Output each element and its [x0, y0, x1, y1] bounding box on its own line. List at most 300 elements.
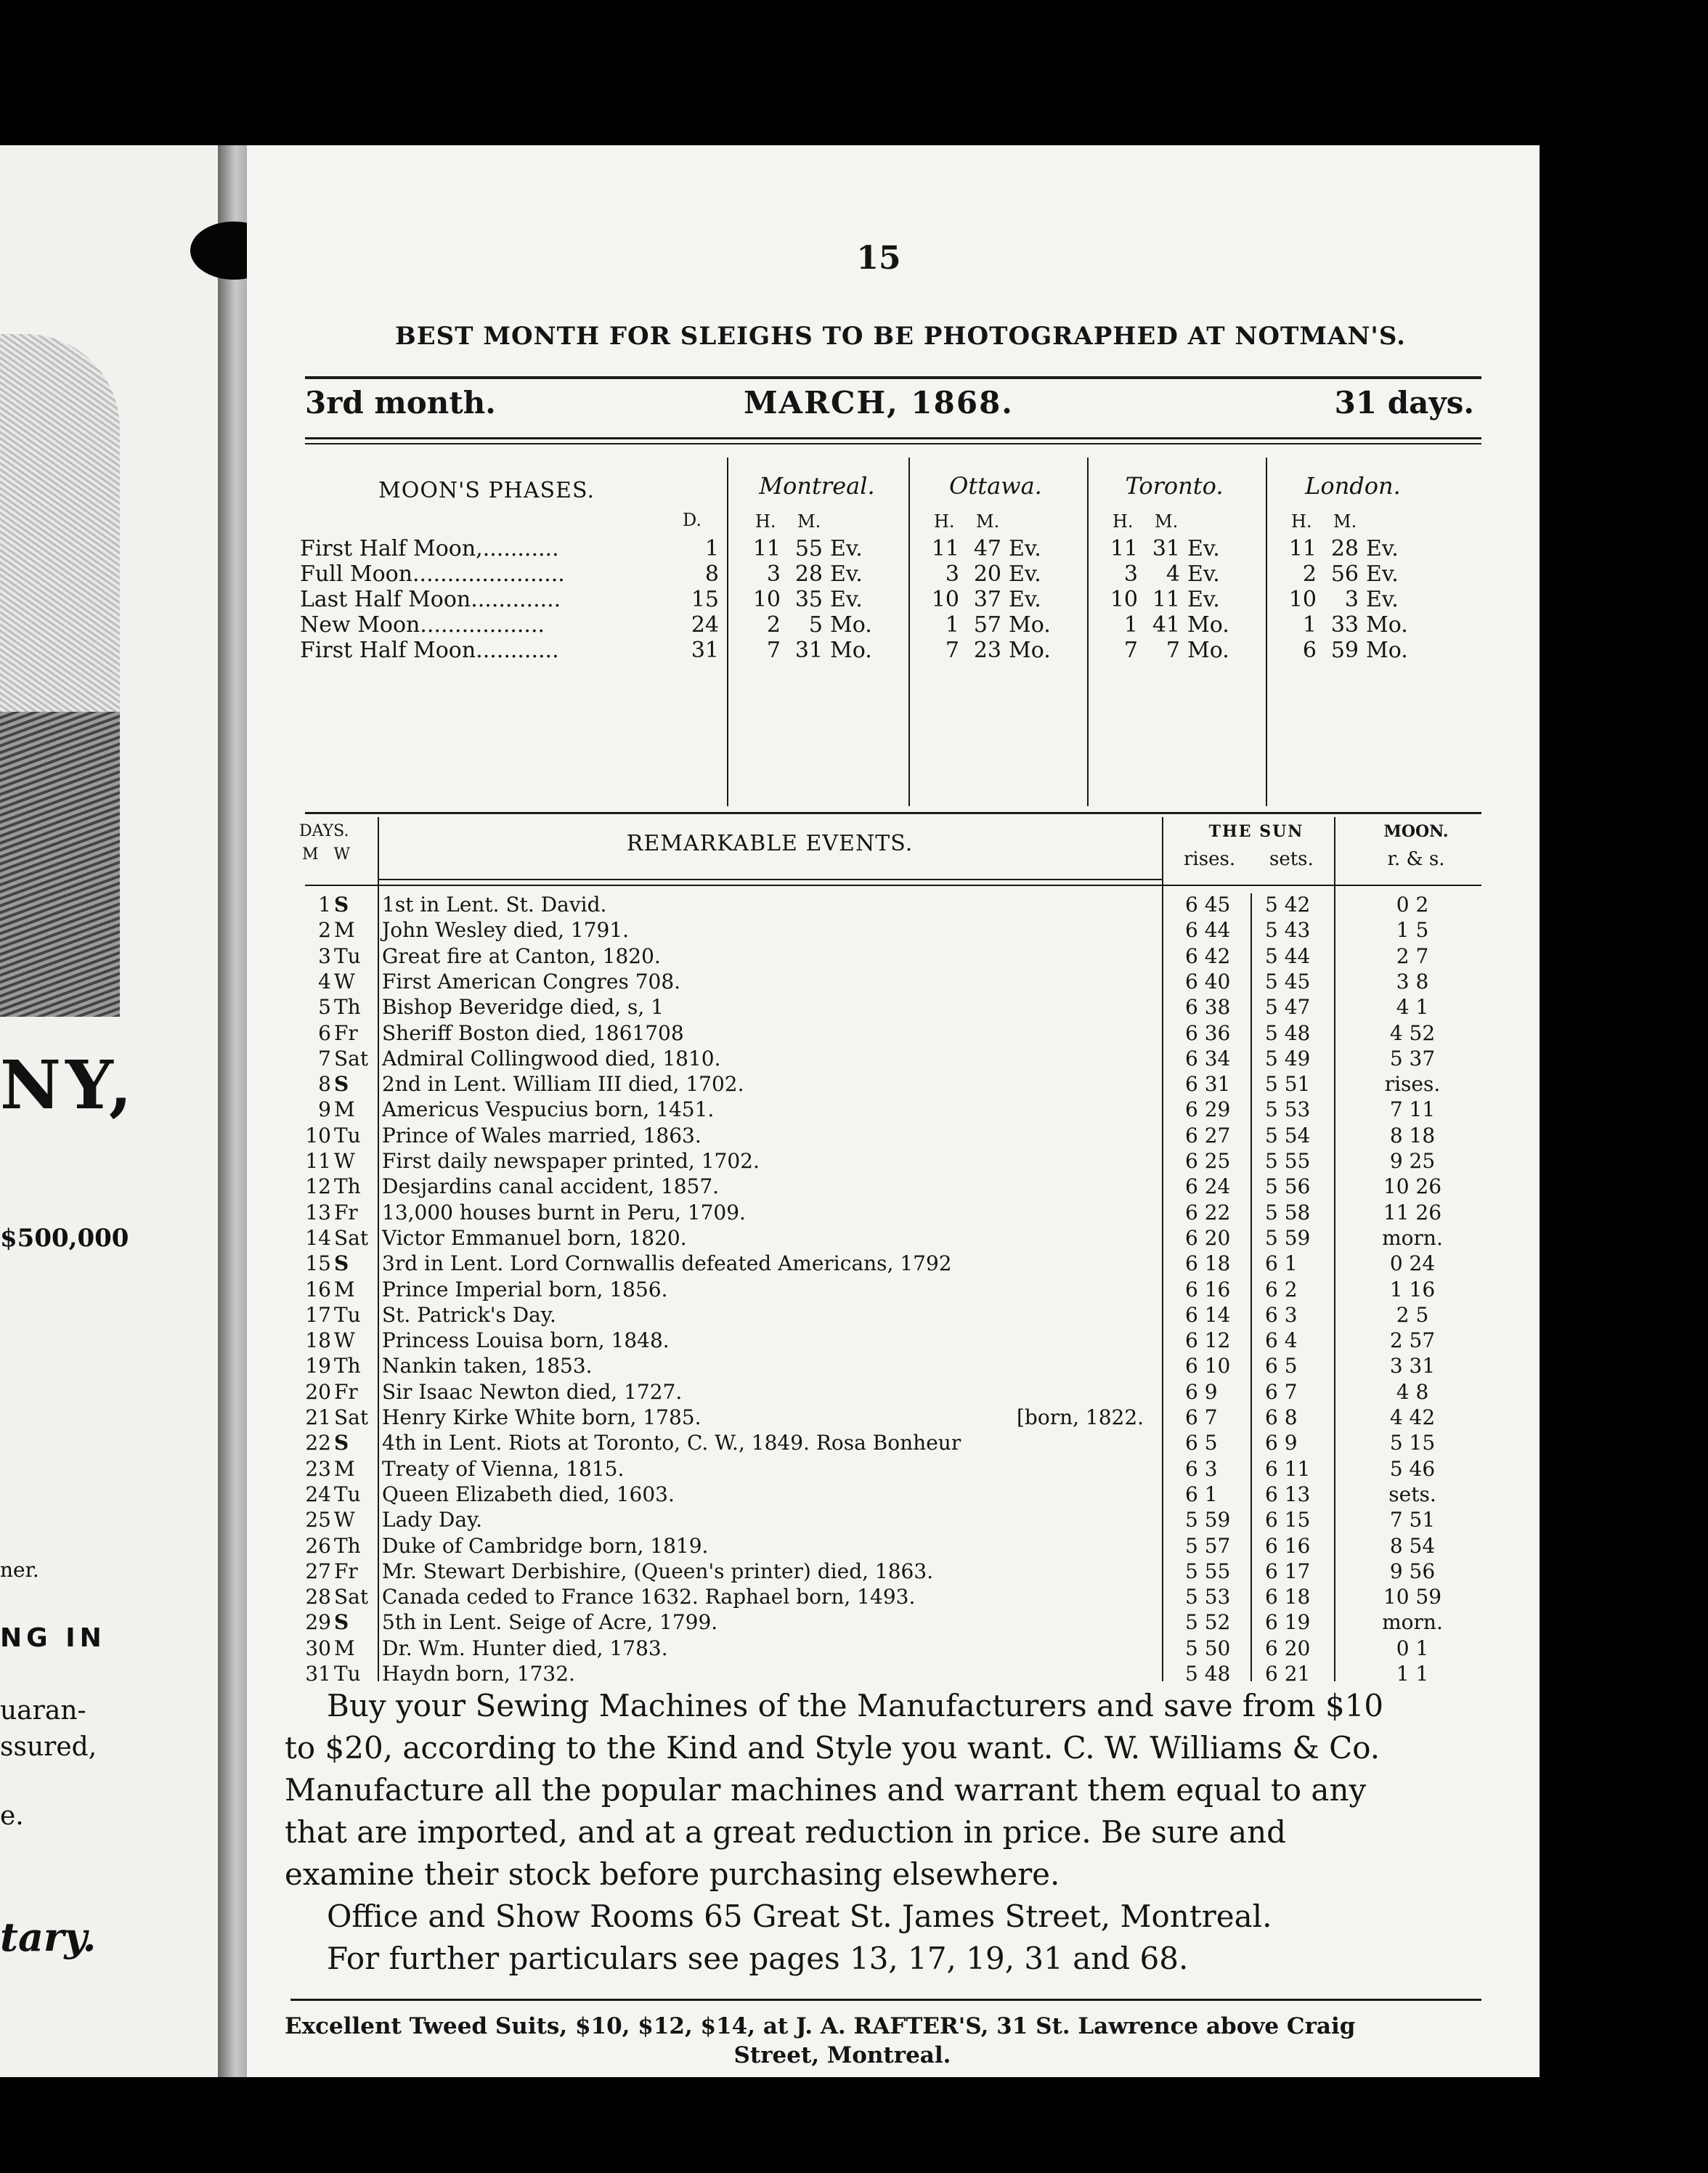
- sun-rise: 5 59: [1185, 1508, 1231, 1532]
- event-text: Prince Imperial born, 1856.: [382, 1277, 668, 1301]
- phase-period: Mo.: [1366, 638, 1408, 663]
- event-text: 1st in Lent. St. David.: [382, 893, 607, 917]
- event-text: Desjardins canal accident, 1857.: [382, 1174, 720, 1199]
- day-of-week: M: [334, 1636, 355, 1660]
- phase-minute: 56: [1330, 561, 1359, 587]
- phase-period: Ev.: [1366, 561, 1399, 587]
- sun-set: 5 54: [1265, 1123, 1311, 1148]
- sun-rise: 6 34: [1185, 1046, 1231, 1071]
- sun-rise: 6 27: [1185, 1123, 1231, 1148]
- phase-minute: 28: [1330, 536, 1359, 561]
- facing-fragment: $500,000: [0, 1224, 129, 1253]
- phase-hour: 1: [945, 612, 959, 638]
- day-of-week: Tu: [334, 1123, 361, 1148]
- advert-line: Buy your Sewing Machines of the Manufacturers and save from $10: [327, 1688, 1384, 1723]
- sun-set: 6 11: [1265, 1456, 1311, 1481]
- moon-rise-set: 9 25: [1389, 1149, 1436, 1173]
- phase-period: Ev.: [1366, 536, 1399, 561]
- phase-name: First Half Moon,...........: [300, 536, 559, 561]
- moon-rise-set: 2 5: [1396, 1302, 1429, 1327]
- sun-set: 5 49: [1265, 1046, 1311, 1071]
- facing-fragment: uaran-: [0, 1696, 86, 1726]
- page-number: 15: [856, 240, 901, 277]
- sun-rise: 5 50: [1185, 1636, 1231, 1660]
- moon-rise-set: 4 1: [1396, 995, 1429, 1020]
- phase-period: Ev.: [1187, 561, 1220, 587]
- phase-hour: 1: [1123, 612, 1138, 638]
- event-text: John Wesley died, 1791.: [382, 918, 630, 943]
- sun-set: 6 21: [1265, 1662, 1311, 1686]
- day-of-month: 31: [305, 1662, 331, 1686]
- sun-set: 6 3: [1265, 1302, 1298, 1327]
- advert-office: Office and Show Rooms 65 Great St. James Street, Montreal.: [327, 1898, 1272, 1934]
- day-of-week: S: [334, 1072, 349, 1097]
- day-of-month: 25: [305, 1508, 331, 1532]
- event-row: [247, 1328, 1510, 1353]
- moon-rise-set: 9 56: [1389, 1559, 1436, 1583]
- event-row: [247, 994, 1510, 1020]
- event-text: First daily newspaper printed, 1702.: [382, 1149, 760, 1173]
- event-text: Great fire at Canton, 1820.: [382, 943, 661, 968]
- phase-minute: 55: [794, 536, 823, 561]
- rule: [305, 443, 1481, 444]
- phase-day: 8: [704, 561, 719, 587]
- phase-minute: 41: [1152, 612, 1180, 638]
- sun-set: 5 45: [1265, 969, 1311, 994]
- sun-rise: 5 57: [1185, 1533, 1231, 1558]
- event-text-continued: [born, 1822.: [1017, 1405, 1144, 1429]
- phase-period: Ev.: [1187, 587, 1220, 612]
- event-row: [247, 1200, 1510, 1225]
- event-row: [247, 1097, 1510, 1122]
- phase-name: New Moon..................: [300, 612, 545, 638]
- phase-minute: 47: [973, 536, 1001, 561]
- phase-name: First Half Moon............: [300, 638, 559, 663]
- phase-minute: 31: [794, 638, 823, 663]
- sun-set: 5 42: [1265, 893, 1311, 917]
- sun-set: 6 17: [1265, 1559, 1311, 1583]
- day-of-month: 7: [318, 1046, 331, 1071]
- event-text: Lady Day.: [382, 1508, 483, 1532]
- moon-rise-set: morn.: [1382, 1610, 1443, 1635]
- moon-rise-set: 7 51: [1389, 1508, 1436, 1532]
- phase-minute: 35: [794, 587, 823, 612]
- day-of-week: Fr: [334, 1379, 358, 1404]
- day-of-week: Sat: [334, 1585, 369, 1609]
- phase-hour: 7: [945, 638, 959, 663]
- event-row: [247, 1661, 1510, 1686]
- moon-rise-set: 2 7: [1396, 943, 1429, 968]
- event-text: 3rd in Lent. Lord Cornwallis defeated Americans, 1792: [382, 1251, 952, 1276]
- day-of-week: Th: [334, 1174, 361, 1199]
- day-of-month: 4: [318, 969, 331, 994]
- moon-rise-set: 4 8: [1396, 1379, 1429, 1404]
- event-row: [247, 1405, 1510, 1430]
- sun-set: 6 13: [1265, 1482, 1311, 1506]
- event-row: [247, 1482, 1510, 1507]
- event-row: [247, 1559, 1510, 1584]
- event-text: 2nd in Lent. William III died, 1702.: [382, 1072, 744, 1097]
- day-of-month: 29: [305, 1610, 331, 1635]
- facing-fragment: NG IN: [0, 1623, 106, 1653]
- event-row: [247, 1636, 1510, 1661]
- sun-rise: 5 53: [1185, 1585, 1231, 1609]
- sun-rise: 6 29: [1185, 1097, 1231, 1122]
- event-text: Duke of Cambridge born, 1819.: [382, 1533, 709, 1558]
- day-of-month: 26: [305, 1533, 331, 1558]
- sun-rise: 6 44: [1185, 918, 1231, 943]
- sun-rise: 6 10: [1185, 1354, 1231, 1378]
- event-text: Queen Elizabeth died, 1603.: [382, 1482, 675, 1506]
- event-text: Henry Kirke White born, 1785.: [382, 1405, 702, 1429]
- sun-rise: 6 31: [1185, 1072, 1231, 1097]
- day-of-month: 21: [305, 1405, 331, 1429]
- sun-set: 5 44: [1265, 943, 1311, 968]
- sun-set: 5 48: [1265, 1020, 1311, 1045]
- phase-hour: 10: [1110, 587, 1138, 612]
- phase-hour: 1: [1302, 612, 1317, 638]
- sun-set: 6 4: [1265, 1328, 1298, 1353]
- day-of-week: W: [334, 1149, 355, 1173]
- month-title: MARCH, 1868.: [744, 385, 1014, 421]
- phase-period: Mo.: [1366, 612, 1408, 638]
- event-text: Mr. Stewart Derbishire, (Queen's printer) died, 1863.: [382, 1559, 934, 1583]
- sun-set: 5 58: [1265, 1200, 1311, 1224]
- phase-hour: 11: [931, 536, 959, 561]
- event-text: Haydn born, 1732.: [382, 1662, 575, 1686]
- hour-label: H.: [1113, 511, 1134, 532]
- moon-rise-set: 0 24: [1389, 1251, 1436, 1276]
- facing-fragment: ner.: [0, 1558, 39, 1582]
- moon-rise-set: 5 15: [1389, 1431, 1436, 1455]
- phase-hour: 3: [945, 561, 959, 587]
- phase-minute: 20: [973, 561, 1001, 587]
- event-text: Treaty of Vienna, 1815.: [382, 1456, 625, 1481]
- sun-set: 5 59: [1265, 1225, 1311, 1250]
- sun-set: 6 8: [1265, 1405, 1298, 1429]
- phase-minute: 4: [1166, 561, 1180, 587]
- phase-day: 24: [691, 612, 719, 638]
- sun-set: 6 15: [1265, 1508, 1311, 1532]
- days-mw-header: M W: [302, 845, 351, 864]
- footer-line: Street, Montreal.: [733, 2042, 951, 2068]
- day-of-month: 30: [305, 1636, 331, 1660]
- moon-rise-set: 4 42: [1389, 1405, 1436, 1429]
- day-of-month: 11: [305, 1149, 331, 1173]
- day-of-month: 6: [318, 1020, 331, 1045]
- sun-set: 5 51: [1265, 1072, 1311, 1097]
- sun-rises-header: rises.: [1184, 848, 1236, 870]
- moon-rise-set: 5 46: [1389, 1456, 1436, 1481]
- phase-hour: 7: [1123, 638, 1138, 663]
- event-text: Dr. Wm. Hunter died, 1783.: [382, 1636, 668, 1660]
- facing-page: [0, 145, 218, 2077]
- minute-label: M.: [1155, 511, 1179, 532]
- phase-hour: 11: [1110, 536, 1138, 561]
- city-london: London.: [1305, 472, 1401, 500]
- sun-rise: 5 48: [1185, 1662, 1231, 1686]
- moon-rise-set: 5 37: [1389, 1046, 1436, 1071]
- event-text: First American Congres 708.: [382, 969, 681, 994]
- sun-rise: 6 1: [1185, 1482, 1218, 1506]
- day-of-week: W: [334, 969, 355, 994]
- moon-rise-set: 7 11: [1389, 1097, 1436, 1122]
- rule: [290, 1999, 1481, 2001]
- day-of-week: Fr: [334, 1200, 358, 1224]
- day-of-month: 13: [305, 1200, 331, 1224]
- month-days: 31 days.: [1334, 385, 1474, 421]
- day-of-week: Sat: [334, 1405, 369, 1429]
- moon-rise-set: 1 16: [1389, 1277, 1436, 1301]
- moon-rise-set: 0 2: [1396, 893, 1429, 917]
- day-of-month: 23: [305, 1456, 331, 1481]
- event-text: 13,000 houses burnt in Peru, 1709.: [382, 1200, 746, 1224]
- phase-hour: 10: [931, 587, 959, 612]
- sun-set: 6 18: [1265, 1585, 1311, 1609]
- phase-minute: 7: [1166, 638, 1180, 663]
- moon-rise-set: 1 1: [1396, 1662, 1429, 1686]
- day-of-month: 27: [305, 1559, 331, 1583]
- sun-sets-header: sets.: [1269, 848, 1314, 870]
- phase-period: Ev.: [830, 587, 863, 612]
- sun-rise: 6 5: [1185, 1431, 1218, 1455]
- hour-label: H.: [934, 511, 955, 532]
- day-of-week: Sat: [334, 1225, 369, 1250]
- day-of-month: 2: [318, 918, 331, 943]
- moon-rise-set: rises.: [1384, 1072, 1441, 1097]
- event-row: [247, 1533, 1510, 1559]
- day-of-week: Tu: [334, 1302, 361, 1327]
- sun-set: 6 19: [1265, 1610, 1311, 1635]
- phase-period: Ev.: [1187, 536, 1220, 561]
- month-ordinal: 3rd month.: [305, 385, 496, 421]
- day-of-month: 5: [318, 995, 331, 1020]
- phase-day: 31: [691, 638, 719, 663]
- event-row: [247, 1148, 1510, 1174]
- event-text: Sir Isaac Newton died, 1727.: [382, 1379, 683, 1404]
- phase-hour: 2: [1302, 561, 1317, 587]
- phase-period: Ev.: [1366, 587, 1399, 612]
- day-of-month: 28: [305, 1585, 331, 1609]
- moon-rise-set: 11 26: [1383, 1200, 1442, 1224]
- phase-minute: 33: [1330, 612, 1359, 638]
- hour-label: H.: [755, 511, 776, 532]
- sun-rise: 6 14: [1185, 1302, 1231, 1327]
- sun-rise: 6 42: [1185, 943, 1231, 968]
- phase-hour: 6: [1302, 638, 1317, 663]
- facing-fragment: tary.: [0, 1914, 97, 1960]
- phase-name: Full Moon......................: [300, 561, 565, 587]
- event-text: Prince of Wales married, 1863.: [382, 1123, 702, 1148]
- divider: [1087, 458, 1089, 806]
- phase-hour: 3: [1123, 561, 1138, 587]
- rule: [305, 885, 1481, 886]
- sun-header: THE SUN: [1208, 822, 1304, 841]
- sun-rise: 6 16: [1185, 1277, 1231, 1301]
- moon-rise-set: 1 5: [1396, 918, 1429, 943]
- moon-rise-set: 3 31: [1389, 1354, 1436, 1378]
- sun-rise: 6 38: [1185, 995, 1231, 1020]
- phase-period: Mo.: [830, 612, 872, 638]
- sun-set: 6 9: [1265, 1431, 1298, 1455]
- day-of-month: 19: [305, 1354, 331, 1378]
- phase-period: Ev.: [1009, 587, 1041, 612]
- day-of-week: Fr: [334, 1559, 358, 1583]
- phase-day: 1: [704, 536, 719, 561]
- day-of-month: 22: [305, 1431, 331, 1455]
- day-of-week: Tu: [334, 1482, 361, 1506]
- phase-minute: 23: [973, 638, 1001, 663]
- event-text: Nankin taken, 1853.: [382, 1354, 593, 1378]
- days-header: DAYS.: [299, 822, 349, 840]
- day-of-month: 16: [305, 1277, 331, 1301]
- phase-day: 15: [691, 587, 719, 612]
- sun-set: 5 56: [1265, 1174, 1311, 1199]
- moon-rise-set: morn.: [1382, 1225, 1443, 1250]
- day-of-week: M: [334, 1277, 355, 1301]
- day-of-month: 17: [305, 1302, 331, 1327]
- phase-period: Mo.: [1009, 612, 1051, 638]
- day-of-week: Tu: [334, 1662, 361, 1686]
- event-row: [247, 1277, 1510, 1302]
- moon-rise-set: 2 57: [1389, 1328, 1436, 1353]
- day-of-month: 8: [318, 1072, 331, 1097]
- event-text: Admiral Collingwood died, 1810.: [382, 1046, 721, 1071]
- event-row: [247, 1174, 1510, 1199]
- day-of-month: 12: [305, 1174, 331, 1199]
- phase-minute: 59: [1330, 638, 1359, 663]
- event-row: [247, 969, 1510, 994]
- sun-set: 6 1: [1265, 1251, 1298, 1276]
- minute-label: M.: [976, 511, 1000, 532]
- day-label: D.: [683, 510, 702, 530]
- moon-rise-set: sets.: [1388, 1482, 1436, 1506]
- event-row: [247, 917, 1510, 943]
- remarkable-events-title: REMARKABLE EVENTS.: [626, 831, 914, 856]
- day-of-week: Fr: [334, 1020, 358, 1045]
- footer-line: Excellent Tweed Suits, $10, $12, $14, at J. A. RAFTER'S, 31 St. Lawrence above Craig: [285, 2013, 1356, 2039]
- event-row: [247, 1507, 1510, 1532]
- city-montreal: Montreal.: [759, 472, 875, 500]
- day-of-week: S: [334, 1431, 349, 1455]
- day-of-month: 18: [305, 1328, 331, 1353]
- day-of-week: S: [334, 1610, 349, 1635]
- phase-minute: 5: [808, 612, 823, 638]
- day-of-week: Th: [334, 1533, 361, 1558]
- sun-set: 5 43: [1265, 918, 1311, 943]
- engraving-illustration: [0, 334, 120, 1017]
- event-row: [247, 1430, 1510, 1455]
- event-text: St. Patrick's Day.: [382, 1302, 556, 1327]
- day-of-month: 24: [305, 1482, 331, 1506]
- sun-rise: 6 36: [1185, 1020, 1231, 1045]
- sun-rise: 6 40: [1185, 969, 1231, 994]
- sun-set: 6 2: [1265, 1277, 1298, 1301]
- sun-rise: 6 22: [1185, 1200, 1231, 1224]
- sun-rise: 6 12: [1185, 1328, 1231, 1353]
- phase-hour: 7: [766, 638, 781, 663]
- phase-name: Last Half Moon.............: [300, 587, 561, 612]
- event-text: Princess Louisa born, 1848.: [382, 1328, 670, 1353]
- event-row: [247, 1225, 1510, 1251]
- page-header: BEST MONTH FOR SLEIGHS TO BE PHOTOGRAPHED AT NOTMAN'S.: [394, 322, 1407, 351]
- event-text: Americus Vespucius born, 1451.: [382, 1097, 715, 1122]
- sun-set: 5 55: [1265, 1149, 1311, 1173]
- facing-fragment: NY,: [0, 1046, 137, 1124]
- event-text: 5th in Lent. Seige of Acre, 1799.: [382, 1610, 718, 1635]
- moon-rs-header: r. & s.: [1387, 848, 1445, 870]
- phase-period: Mo.: [1187, 638, 1229, 663]
- moon-rise-set: 10 26: [1383, 1174, 1442, 1199]
- phase-hour: 2: [766, 612, 781, 638]
- advert-line: examine their stock before purchasing elsewhere.: [285, 1856, 1060, 1892]
- phase-period: Ev.: [830, 561, 863, 587]
- phase-minute: 11: [1152, 587, 1180, 612]
- sun-rise: 6 18: [1185, 1251, 1231, 1276]
- phase-hour: 10: [1288, 587, 1317, 612]
- sun-rise: 6 7: [1185, 1405, 1218, 1429]
- phase-minute: 37: [973, 587, 1001, 612]
- day-of-week: S: [334, 893, 349, 917]
- divider: [1266, 458, 1267, 806]
- sun-set: 6 16: [1265, 1533, 1311, 1558]
- phase-period: Mo.: [1009, 638, 1051, 663]
- phase-period: Ev.: [1009, 561, 1041, 587]
- facing-fragment: e.: [0, 1801, 24, 1831]
- event-row: [247, 943, 1510, 969]
- event-text: Victor Emmanuel born, 1820.: [382, 1225, 687, 1250]
- moon-rise-set: 10 59: [1383, 1585, 1442, 1609]
- day-of-month: 3: [318, 943, 331, 968]
- sun-rise: 6 3: [1185, 1456, 1218, 1481]
- day-of-month: 20: [305, 1379, 331, 1404]
- day-of-week: Th: [334, 995, 361, 1020]
- phase-period: Mo.: [830, 638, 872, 663]
- event-row: [247, 1302, 1510, 1328]
- event-row: [247, 1456, 1510, 1482]
- sun-rise: 6 24: [1185, 1174, 1231, 1199]
- day-of-week: W: [334, 1508, 355, 1532]
- moon-rise-set: 8 18: [1389, 1123, 1436, 1148]
- moon-rise-set: 3 8: [1396, 969, 1429, 994]
- event-text: Bishop Beveridge died, s, 1: [382, 995, 664, 1020]
- sun-rise: 5 52: [1185, 1610, 1231, 1635]
- phase-period: Mo.: [1187, 612, 1229, 638]
- sun-rise: 6 45: [1185, 893, 1231, 917]
- facing-fragment: ssured,: [0, 1732, 97, 1762]
- sun-rise: 6 20: [1185, 1225, 1231, 1250]
- moon-rise-set: 8 54: [1389, 1533, 1436, 1558]
- event-row: [247, 1353, 1510, 1378]
- event-row: [247, 1379, 1510, 1405]
- event-row: [247, 1046, 1510, 1071]
- day-of-month: 14: [305, 1225, 331, 1250]
- phase-minute: 57: [973, 612, 1001, 638]
- day-of-week: S: [334, 1251, 349, 1276]
- city-toronto: Toronto.: [1125, 472, 1224, 500]
- advert-line: to $20, according to the Kind and Style you want. C. W. Williams & Co.: [285, 1730, 1380, 1766]
- rule: [378, 879, 1162, 880]
- sun-set: 5 53: [1265, 1097, 1311, 1122]
- event-row: [247, 892, 1510, 917]
- divider: [908, 458, 910, 806]
- almanac-page: [247, 145, 1540, 2077]
- day-of-week: Sat: [334, 1046, 369, 1071]
- rule: [305, 812, 1481, 814]
- phase-period: Ev.: [830, 536, 863, 561]
- moon-rise-set: 0 1: [1396, 1636, 1429, 1660]
- phase-period: Ev.: [1009, 536, 1041, 561]
